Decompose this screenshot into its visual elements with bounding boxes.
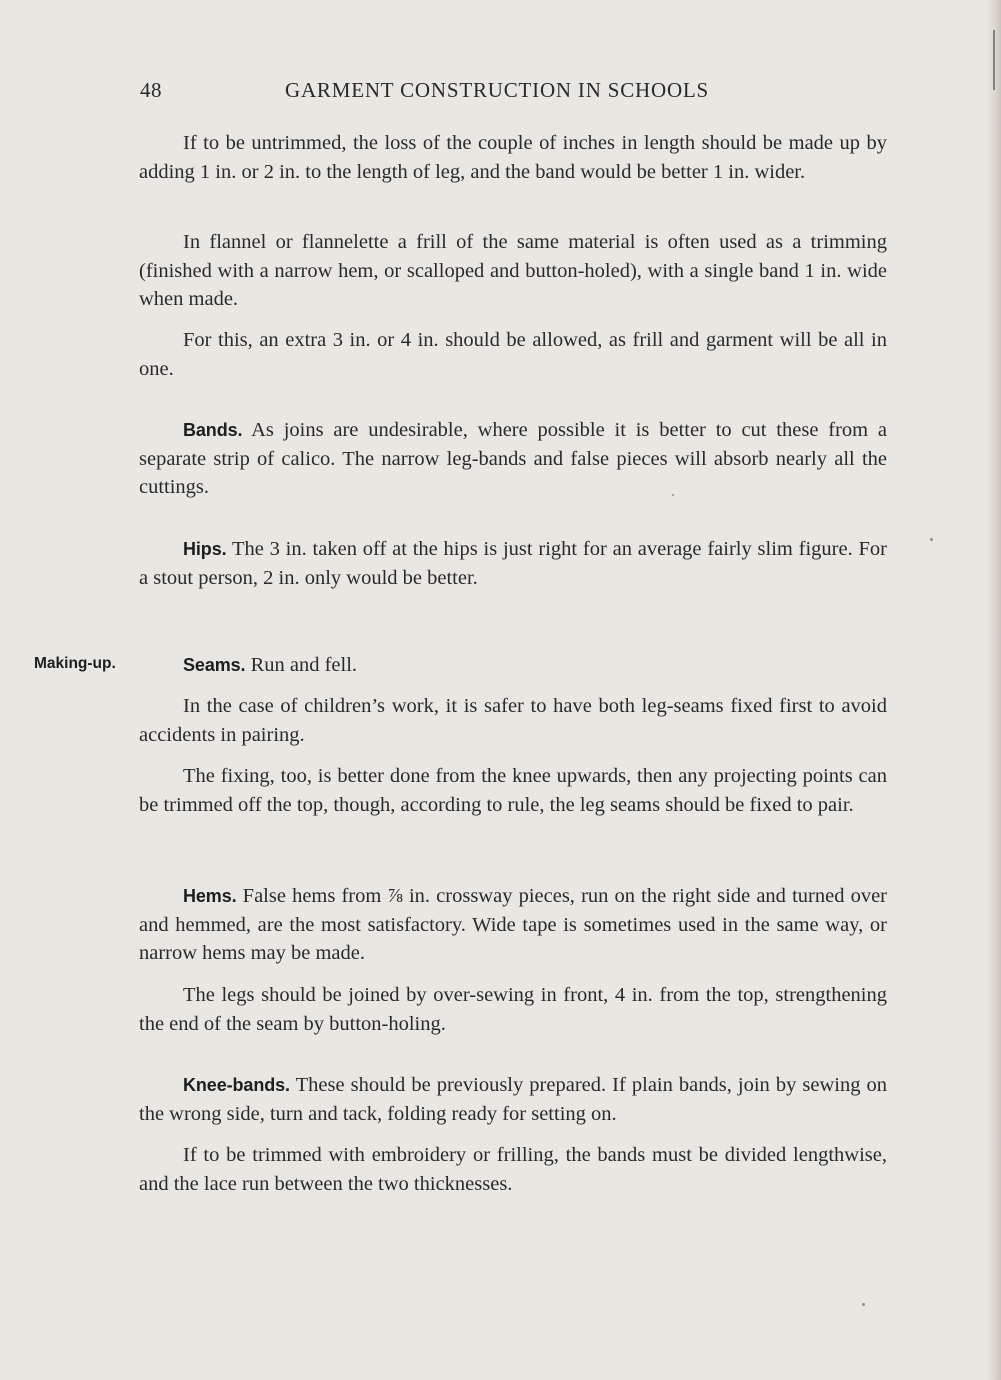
section-heading-bands: Bands. (183, 420, 243, 440)
paragraph-flannel (139, 228, 887, 314)
paragraph-text: For this, an extra 3 in. or 4 in. should be allowed, as frill and garment will be all in one. (139, 329, 887, 380)
paragraph-extra-allowance (139, 326, 887, 383)
paragraph-text: In the case of children’s work, it is safer to have both leg-seams fixed first to avoid accidents in pairing. (139, 695, 887, 746)
paper-speck (930, 538, 933, 541)
paper-speck (862, 1303, 865, 1306)
paragraph-text: Run and fell. (250, 654, 358, 676)
section-heading-seams: Seams. (183, 655, 246, 675)
section-heading-knee-bands: Knee-bands. (183, 1075, 290, 1095)
running-title: GARMENT CONSTRUCTION IN SCHOOLS (285, 78, 710, 102)
paragraph-hems (139, 882, 887, 968)
paragraph-text: If to be trimmed with embroidery or frilling, the bands must be divided lengthwise, and the lace run between the two thicknesses. (139, 1144, 887, 1195)
paragraph-text: The legs should be joined by over-sewing in front, 4 in. from the top, strengthening the end of the seam by button-holing. (139, 984, 887, 1035)
paragraph-seams (139, 651, 887, 680)
paragraph-children-work (139, 692, 887, 749)
page-edge-mark (993, 30, 995, 90)
margin-note: Making-up. (34, 655, 116, 672)
paragraph-knee-bands (139, 1071, 887, 1128)
paper-speck (672, 494, 674, 496)
paragraph-text: The 3 in. taken off at the hips is just right for an average fairly slim figure. For a stout person, 2 in. only would be better. (139, 538, 887, 589)
paragraph-text: In flannel or flannelette a frill of the same material is often used as a trimming (finished with a narrow hem, or scalloped and button-holed), with a single band 1 in. wide when made. (139, 231, 887, 311)
page-header (140, 78, 888, 108)
paragraph-untrimmed (139, 129, 887, 186)
paragraph-bands (139, 416, 887, 502)
paragraph-trimmed-bands (139, 1141, 887, 1198)
paragraph-text: The fixing, too, is better done from the knee upwards, then any projecting points can be trimmed off the top, though, according to rule, the leg seams should be fixed to pair. (139, 765, 887, 816)
paragraph-text: If to be untrimmed, the loss of the couple of inches in length should be made up by adding 1 in. or 2 in. to the length of leg, and the band would be better 1 in. wider. (139, 132, 887, 183)
paragraph-text: These should be previously prepared. If plain bands, join by sewing on the wrong side, turn and tack, folding ready for setting on. (139, 1074, 887, 1125)
paragraph-text: False hems from ⅞ in. crossway pieces, run on the right side and turned over and hemmed, are the most satisfactory. Wide tape is sometimes used in the same way, or narrow hems may be made. (139, 885, 887, 965)
page-edge (987, 0, 1001, 1380)
paragraph-text: As joins are undesirable, where possible it is better to cut these from a separate strip of calico. The narrow leg-bands and false pieces will absorb nearly all the cuttings. (139, 419, 887, 499)
section-heading-hips: Hips. (183, 539, 227, 559)
paragraph-fixing (139, 762, 887, 819)
section-heading-hems: Hems. (183, 886, 237, 906)
paragraph-hips (139, 535, 887, 592)
page-number: 48 (140, 78, 162, 102)
paragraph-legs-joined (139, 981, 887, 1038)
